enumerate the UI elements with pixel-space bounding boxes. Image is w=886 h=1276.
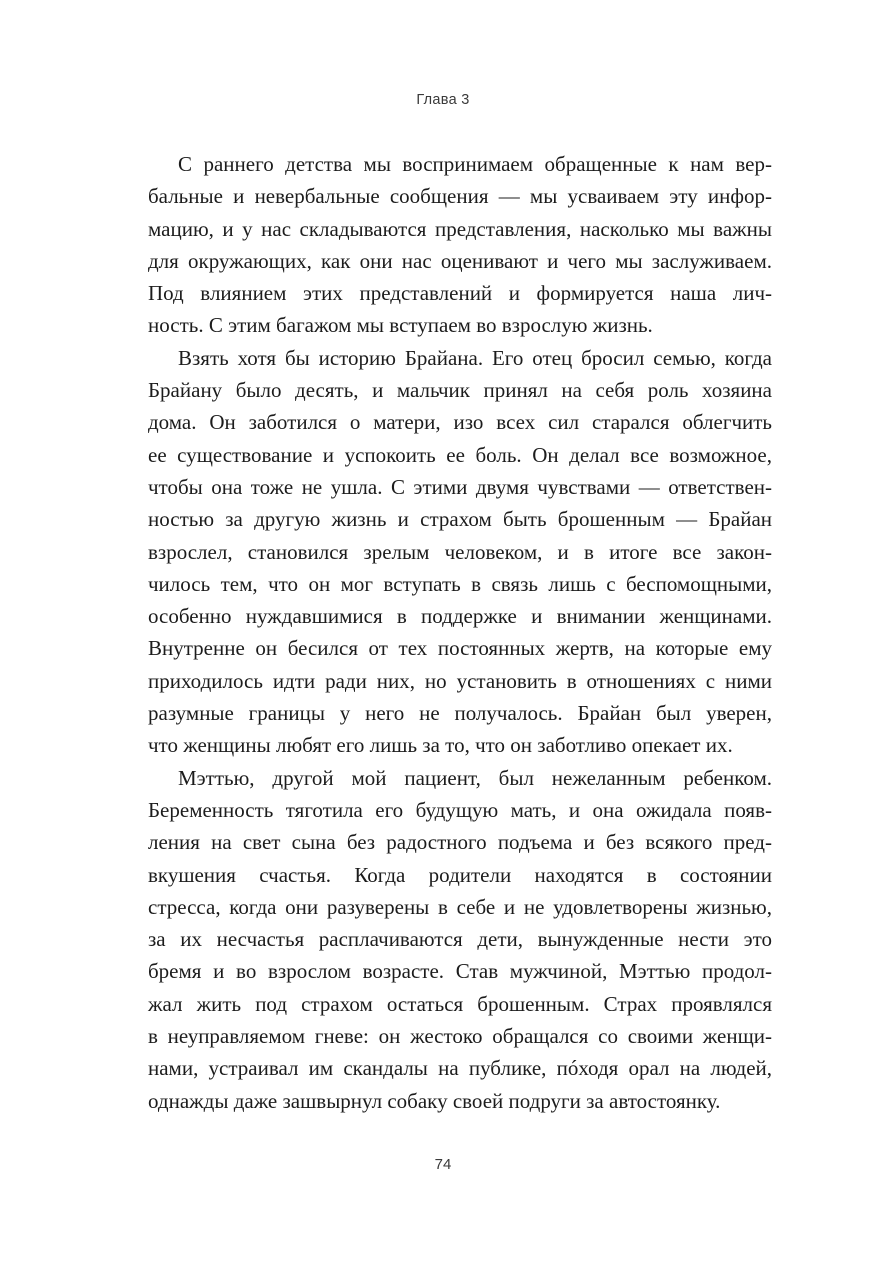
text-line: Беременность тяготила его будущую мать, и она ожидала появ-: [148, 797, 772, 822]
text-line: ность. С этим багажом мы вступаем во взрослую жизнь.: [148, 313, 653, 338]
text-line: однажды даже зашвырнул собаку своей подруги за автостоянку.: [148, 1088, 721, 1113]
text-line: Под влиянием этих представлений и формируется наша лич-: [148, 281, 772, 306]
text-line: Внутренне он бесился от тех постоянных жертв, на которые ему: [148, 636, 772, 661]
text-line: ее существование и успокоить ее боль. Он делал все возможное,: [148, 442, 772, 467]
text-line: чтобы она тоже не ушла. С этими двумя чувствами — ответствен-: [148, 474, 772, 499]
text-line: ления на свет сына без радостного подъема и без всякого пред-: [148, 830, 772, 855]
text-line: что женщины любят его лишь за то, что он заботливо опекает их.: [148, 733, 733, 758]
text-line: бремя и во взрослом возрасте. Став мужчиной, Мэттью продол-: [148, 959, 772, 984]
text-line: приходилось идти ради них, но установить в отношениях с ними: [148, 668, 772, 693]
text-line: С раннего детства мы воспринимаем обращенные к нам вер-: [178, 152, 772, 176]
text-line: Взять хотя бы историю Брайана. Его отец бросил семью, когда: [178, 345, 772, 370]
page-number: 74: [434, 1156, 452, 1173]
paragraph-1: [148, 148, 772, 342]
text-line: вкушения счастья. Когда родители находятся в состоянии: [148, 862, 772, 887]
text-line: бальные и невербальные сообщения — мы усваиваем эту инфор-: [148, 184, 772, 209]
text-line: мацию, и у нас складываются представления, насколько мы важны: [148, 216, 772, 241]
body-text: [148, 148, 772, 1117]
running-head: Глава 3: [416, 92, 470, 108]
paragraph-2: [148, 342, 772, 762]
text-line: взрослел, становился зрелым человеком, и в итоге все закон-: [148, 539, 772, 564]
text-line: особенно нуждавшимися в поддержке и внимании женщинами.: [148, 604, 772, 629]
text-line: дома. Он заботился о матери, изо всех сил старался облегчить: [148, 410, 772, 435]
text-line: ностью за другую жизнь и страхом быть брошенным — Брайан: [148, 507, 772, 532]
text-line: Мэттью, другой мой пациент, был нежеланным ребенком.: [178, 765, 772, 790]
text-line: для окружающих, как они нас оценивают и чего мы заслуживаем.: [148, 248, 772, 273]
text-line: за их несчастья расплачиваются дети, вынужденные нести это: [148, 927, 772, 952]
text-line: Брайану было десять, и мальчик принял на себя роль хозяина: [148, 378, 772, 403]
text-line: в неуправляемом гневе: он жестоко обращался со своими женщи-: [148, 1024, 772, 1049]
text-line: жал жить под страхом остаться брошенным. Страх проявлялся: [148, 991, 772, 1016]
text-line: чилось тем, что он мог вступать в связь лишь с беспомощными,: [148, 571, 772, 596]
text-line: разумные границы у него не получалось. Брайан был уверен,: [148, 701, 772, 726]
text-line: нами, устраивал им скандалы на публике, пóходя орал на людей,: [148, 1056, 772, 1081]
text-line: стресса, когда они разуверены в себе и не удовлетворены жизнью,: [148, 894, 772, 919]
paragraph-3: [148, 762, 772, 1117]
